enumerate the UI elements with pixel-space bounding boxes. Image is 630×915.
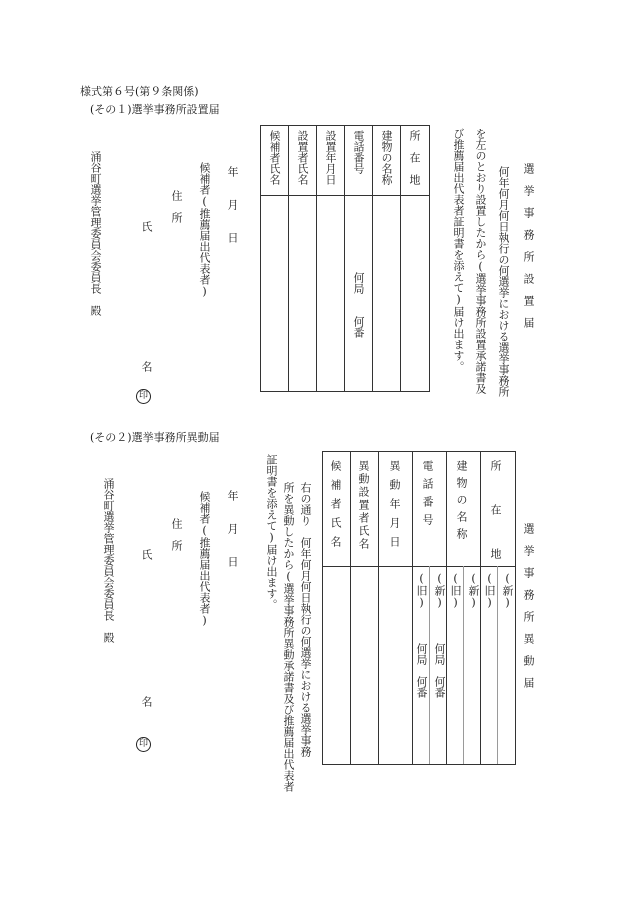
form2-name-label-2: 名: [140, 696, 153, 707]
form2-label-candidate: 候補者氏名: [329, 460, 342, 555]
form2-label-building: 建物の名称: [455, 460, 468, 545]
form1-phone-placeholder: 何局 何番: [352, 272, 365, 338]
form2-location-old: (旧): [483, 572, 496, 609]
form2-address-label: 住 所: [170, 518, 183, 551]
form2-seal-mark: 印: [136, 737, 151, 752]
form2-building-old: (旧): [449, 572, 462, 609]
form1-label-building: 建物の名称: [380, 130, 393, 185]
form2-body-line-2: 所を異動したから(選挙事務所異動承諾書及び推薦届出代表者: [282, 482, 295, 792]
form-number: 様式第６号(第９条関係): [80, 85, 199, 98]
form2-recipient: 涌谷町選挙管理委員会委員長 殿: [102, 478, 115, 643]
form2-phone-old: (旧): [415, 572, 428, 609]
form2-label-location: 所 在 地: [489, 460, 502, 570]
form2-body-line-1: 右の通り 何年何月何日執行の何選挙における選挙事務: [299, 482, 312, 757]
form1-label-phone: 電話番号: [352, 130, 365, 174]
form1-title: 選 挙 事 務 所 設 置 届: [522, 163, 535, 328]
form1-label-setup-person: 設置者氏名: [296, 130, 309, 185]
form1-address-label: 住 所: [170, 190, 183, 223]
form2-date-line: 年 月 日: [226, 490, 239, 567]
form2-label-change-person: 異動設置者氏名: [357, 460, 370, 551]
form2-name-label: 氏: [140, 549, 153, 560]
form2-title: 選 挙 事 務 所 異 動 届: [522, 523, 535, 688]
form1-name-label-2: 名: [140, 361, 153, 372]
form2-phone-new-value: 何局 何番: [433, 643, 446, 698]
form2-location-new: (新): [501, 572, 514, 609]
form1-seal-mark: 印: [136, 389, 151, 404]
form1-applicant: 候補者(推薦届出代表者): [198, 162, 211, 298]
form1-subtitle: (その１)選挙事務所設置届: [90, 103, 220, 116]
form2-label-phone: 電話番号: [421, 460, 434, 532]
form1-label-location: 所 在 地: [408, 130, 421, 185]
form1-label-setup-date: 設置年月日: [324, 130, 337, 185]
form2-applicant: 候補者(推薦届出代表者): [198, 491, 211, 627]
form2-body-line-3: 証明書を添えて)届け出ます。: [265, 454, 278, 610]
form2-phone-new: (新): [433, 572, 446, 609]
form1-body-line-3: び推薦届出代表者証明書を添えて)届け出ます。: [452, 128, 465, 372]
form2-building-new: (新): [467, 572, 480, 609]
form1-label-candidate: 候補者氏名: [268, 130, 281, 185]
form1-body-line-2: を左のとおり設置したから(選挙事務所設置承諾書及: [474, 128, 487, 394]
form1-name-label: 氏: [140, 221, 153, 232]
form2-subtitle: (その２)選挙事務所異動届: [90, 431, 220, 444]
form1-recipient: 涌谷町選挙管理委員会委員長 殿: [89, 151, 102, 316]
form1-body-line-1: 何年何月何日執行の何選挙における選挙事務所: [497, 166, 510, 397]
form2-label-change-date: 異動年月日: [388, 460, 401, 555]
form1-date-line: 年 月 日: [226, 166, 239, 243]
form2-phone-old-value: 何局 何番: [415, 643, 428, 698]
